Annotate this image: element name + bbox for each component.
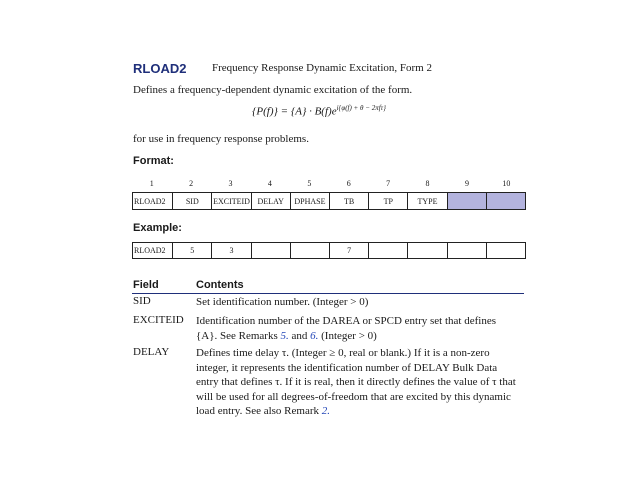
column-number: 10 [502,179,511,188]
format-card-row [132,192,526,210]
format-cell: RLOAD2 [134,196,166,206]
column-number: 4 [267,179,272,188]
example-card-row [132,242,526,259]
column-number: 8 [425,179,430,188]
format-cell: DPHASE [290,193,329,209]
column-number: 1 [149,179,154,188]
usage-text: for use in frequency response problems. [133,133,309,145]
desc-line [196,329,526,344]
formula-exponent: i{φ(f) + θ − 2πfτ} [336,104,386,112]
example-cell [486,243,525,258]
column-numbers [132,179,526,188]
field-desc-sid: Set identification number. (Integer > 0) [196,296,369,308]
format-cell: SID [172,193,211,209]
column-number: 2 [189,179,194,188]
formula-main: {P(f)} = {A} · B(f)e [252,105,337,118]
example-cell: 5 [172,243,211,258]
format-cell: TB [329,193,368,209]
desc-text: load entry. See also Remark [196,405,322,417]
column-number: 9 [464,179,469,188]
field-column-header: Field [133,279,159,291]
example-cell [447,243,486,258]
contents-column-header: Contents [196,279,244,291]
example-cell [290,243,329,258]
example-cell [368,243,407,258]
format-cell: EXCITEID [211,193,250,209]
field-desc-exciteid [196,314,526,343]
example-cell: RLOAD2 [134,246,166,255]
example-cell: 7 [329,243,368,258]
remark-5-link[interactable]: 5. [280,329,289,342]
desc-line [196,404,526,419]
remark-2-link[interactable]: 2. [321,405,330,417]
card-name-title: RLOAD2 [133,61,187,76]
field-name-exciteid: EXCITEID [133,314,184,326]
example-label: Example: [133,222,182,234]
example-cell: 3 [211,243,250,258]
desc-text: (Integer > 0) [318,329,377,342]
desc-text: {A}. See Remarks [196,329,281,342]
desc-line: integer, it represents the identification number of DELAY Bulk Data [196,361,498,374]
format-label: Format: [133,155,174,167]
header-rule [132,293,524,294]
column-number: 6 [346,179,351,188]
desc-line: Defines time delay τ. (Integer ≥ 0, real or blank.) If it is a non-zero [196,347,490,359]
format-cell: DELAY [251,193,290,209]
format-cell-shaded [486,193,525,209]
field-desc-delay [196,346,526,419]
desc-line: will be used for all degrees-of-freedom that are excited by this dynamic [196,390,511,403]
definition-text: Defines a frequency-dependent dynamic excitation of the form. [133,84,413,96]
column-number: 5 [307,179,312,188]
desc-line: entry that defines τ. If it is real, then it directly defines the value of τ that [196,376,516,388]
card-description: Frequency Response Dynamic Excitation, Form 2 [212,62,432,74]
excitation-formula [252,104,386,118]
desc-text: and [288,329,311,342]
column-number: 7 [386,179,391,188]
desc-line: Identification number of the DAREA or SPCD entry set that defines [196,315,496,327]
format-cell-shaded [447,193,486,209]
remark-6-link[interactable]: 6. [310,329,319,342]
field-name-delay: DELAY [133,346,170,358]
example-cell [251,243,290,258]
field-name-sid: SID [133,295,151,307]
example-cell [407,243,446,258]
format-cell: TP [368,193,407,209]
column-number: 3 [228,179,233,188]
format-cell: TYPE [407,193,446,209]
